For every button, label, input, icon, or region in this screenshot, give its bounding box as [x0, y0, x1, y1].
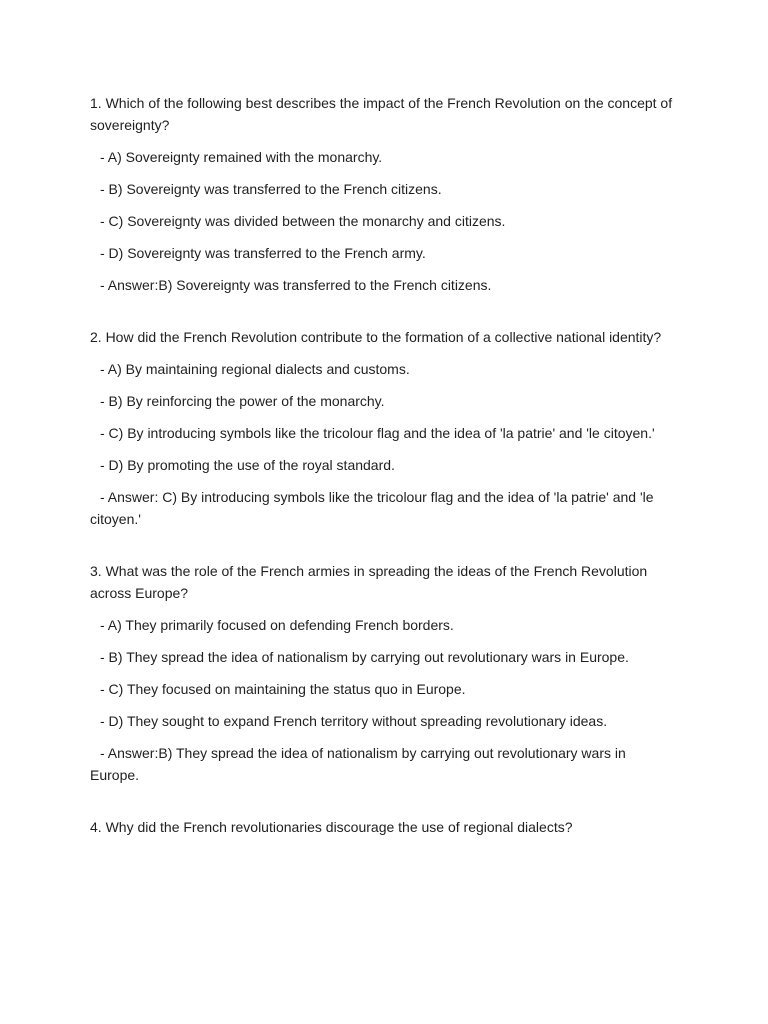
question-text: 2. How did the French Revolution contribute to the formation of a collective national identity?	[90, 329, 662, 345]
option-b: - B) Sovereignty was transferred to the French citizens.	[100, 181, 442, 197]
option-a: - A) They primarily focused on defending French borders.	[100, 617, 454, 633]
option-a: - A) Sovereignty remained with the monarchy.	[100, 149, 383, 165]
answer-text: - Answer:B) They spread the idea of nationalism by carrying out revolutionary wars in Europe.	[90, 745, 626, 783]
question-text: 3. What was the role of the French armies in spreading the ideas of the French Revolution across Europe?	[90, 563, 648, 601]
option-a: - A) By maintaining regional dialects and customs.	[100, 361, 410, 377]
option-c: - C) Sovereignty was divided between the monarchy and citizens.	[100, 213, 506, 229]
question-3	[90, 560, 678, 786]
question-text: 4. Why did the French revolutionaries discourage the use of regional dialects?	[90, 819, 573, 835]
answer-text: - Answer: C) By introducing symbols like the tricolour flag and the idea of 'la patrie' and 'le citoyen.'	[90, 489, 654, 527]
option-c: - C) They focused on maintaining the status quo in Europe.	[100, 681, 466, 697]
option-c: - C) By introducing symbols like the tricolour flag and the idea of 'la patrie' and 'le citoyen.'	[100, 425, 655, 441]
option-d: - D) Sovereignty was transferred to the French army.	[100, 245, 426, 261]
question-2	[90, 326, 678, 530]
answer-text: - Answer:B) Sovereignty was transferred to the French citizens.	[100, 277, 492, 293]
option-b: - B) By reinforcing the power of the monarchy.	[100, 393, 385, 409]
question-4	[90, 816, 678, 838]
option-d: - D) By promoting the use of the royal standard.	[100, 457, 395, 473]
question-text: 1. Which of the following best describes the impact of the French Revolution on the concept of sovereignty?	[90, 95, 673, 133]
option-d: - D) They sought to expand French territory without spreading revolutionary ideas.	[100, 713, 608, 729]
question-1	[90, 92, 678, 296]
option-b: - B) They spread the idea of nationalism by carrying out revolutionary wars in Europe.	[100, 649, 629, 665]
